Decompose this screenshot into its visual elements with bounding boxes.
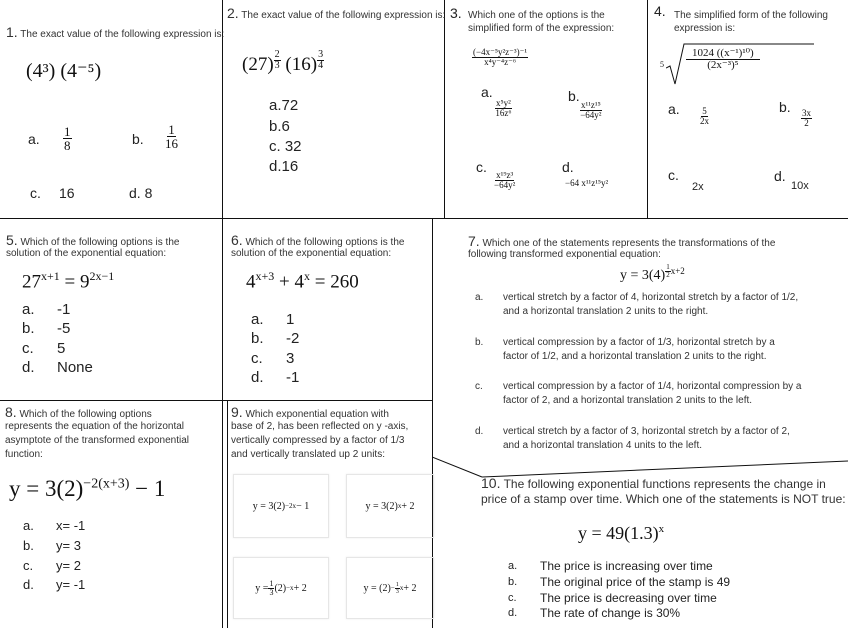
question-text-line3: asymptote of the transformed exponential [5,435,189,446]
option-c-label[interactable]: c. [30,185,41,201]
question-text: The exact value of the following expression is: [20,29,225,40]
question-text-line1: Which one of the options is the [468,10,605,21]
question-number: 9. [231,404,243,420]
option-d-value[interactable]: -1 [286,369,300,386]
option-a-value[interactable]: $\frac{\text{x⁵y²}}{\text{16z⁶}}$ [495,98,512,118]
question-text-line4: and vertically translated up 2 units: [231,449,385,460]
divider-h-1 [0,218,848,219]
option-b-label[interactable]: b. [22,320,35,337]
option-c-value[interactable]: 2x [692,181,704,193]
option-c-label[interactable]: c. [23,558,34,573]
question-text-line2: solution of the exponential equation: [6,248,167,259]
question-number: 8. [5,404,17,420]
question-text-line1: The following exponential functions represents the change in [503,477,826,491]
option-card-3[interactable]: y = $\frac{1}{3}$ (2) −x + 2 [233,557,329,619]
option-a-label[interactable]: a. [475,292,484,303]
option-d-label[interactable]: d. [562,159,574,175]
divider-v-1 [222,0,223,628]
option-b-label[interactable]: b. [779,99,791,115]
question-text-line1: Which exponential equation with [245,409,389,420]
equation: $27^{x+1} = 9^{2x-1}$ [22,269,115,293]
option-d-text[interactable]: The rate of change is 30% [540,606,681,620]
question-number: 4. [654,3,666,19]
question-text-line2: simplified form of the expression: [468,23,615,34]
option-c-value[interactable]: 3 [286,350,295,367]
question-text-line2: expression is: [674,23,736,34]
option-d-value[interactable]: None [57,359,93,376]
option-c[interactable]: c. 32 [269,138,302,155]
option-a-value[interactable]: $\frac{1}{8}$ [64,124,71,153]
option-a-label[interactable]: a. [508,560,518,572]
option-b-value[interactable]: -2 [286,330,300,347]
option-a-value[interactable]: -1 [57,301,71,318]
option-a-label[interactable]: a. [668,101,680,117]
option-b-label[interactable]: b. [475,337,484,348]
option-c-text-1[interactable]: vertical compression by a factor of 1/4, horizontal compression by a [503,381,802,392]
option-a-text[interactable]: The price is increasing over time [540,559,713,573]
option-b-label[interactable]: b. [23,538,34,553]
question-text-line1: Which of the following options is the [245,237,405,248]
option-a-text-2[interactable]: and a horizontal translation 2 units to the right. [503,306,709,317]
option-b-text-1[interactable]: vertical compression by a factor of 1/3, horizontal stretch by a [503,337,775,348]
option-a-label[interactable]: a. [28,131,40,147]
expression: $\frac{\text{(−4x⁻⁵y²z⁻³)⁻¹}}{\text{x⁴y⁻⁴z⁻⁶}}$ [473,47,528,67]
question-number: 6. [231,232,243,248]
question-text-line1: Which one of the statements represents the transformations of the [482,238,776,249]
root-index: 5 [660,60,664,69]
option-b-text[interactable]: The original price of the stamp is 49 [540,575,731,589]
question-number: 10. [481,475,501,491]
equation: $4^{x+3} + 4^x = 260$ [246,269,359,293]
question-number: 7. [468,233,480,249]
option-d-value[interactable]: −64 x¹¹z¹⁵y² [565,178,609,188]
option-c-label[interactable]: c. [251,350,263,367]
question-number: 3. [450,5,462,21]
option-d-value[interactable]: 10x [791,180,809,192]
option-a-label[interactable]: a. [22,301,35,318]
option-c-text-2[interactable]: factor of 2, and a horizontal translation 2 units to the left. [503,395,753,406]
question-text-line2: following transformed exponential equation: [468,249,661,260]
question-text-line2: represents the equation of the horizontal [5,421,185,432]
option-d[interactable]: d. 8 [129,185,153,201]
option-c-value[interactable]: 16 [59,185,75,201]
option-d-label[interactable]: d. [475,426,484,437]
option-b-value[interactable]: $\frac{\text{x¹¹z¹⁵}}{\text{−64y²}}$ [580,100,602,120]
option-b-value[interactable]: -5 [57,320,71,337]
question-number: 2. [227,5,239,21]
question-text: The exact value of the following expression is: [241,10,446,21]
option-a-value[interactable]: 1 [286,311,295,328]
question-text-line4: function: [5,449,43,460]
option-a[interactable]: a.72 [269,97,299,114]
option-c-value[interactable]: y= 2 [56,558,81,573]
option-d-label[interactable]: d. [251,369,264,386]
expression: (27) $^{\frac{2}{3}}$ (16) $^{\frac{3}{4}}$ [242,49,324,76]
option-a-label[interactable]: a. [23,518,34,533]
equation: $y = 3(2)^{-2(x+3)} - 1$ [9,476,166,501]
question-text-line2: solution of the exponential equation: [231,248,392,259]
option-b[interactable]: b.6 [269,118,290,135]
option-c-label[interactable]: c. [475,381,483,392]
option-d-text-1[interactable]: vertical stretch by a factor of 3, horizontal stretch by a factor of 2, [503,426,790,437]
option-a-text-1[interactable]: vertical stretch by a factor of 4, horizontal stretch by a factor of 1/2, [503,292,799,303]
option-d-value[interactable]: y= -1 [56,577,86,592]
option-card-2[interactable]: y = 3(2) x + 2 [346,474,434,538]
option-d-label[interactable]: d. [508,607,518,619]
option-a-value[interactable]: x= -1 [56,518,86,533]
option-c-value[interactable]: 5 [57,340,66,357]
option-d-label[interactable]: d. [22,359,35,376]
option-c-label[interactable]: c. [476,159,487,175]
question-text-line2: base of 2, has been reflected on y -axis, [231,421,409,432]
option-b-label[interactable]: b. [508,576,518,588]
question-text-line1: The simplified form of the following [674,10,828,21]
option-a-value[interactable]: $\frac{5}{2x}$ [700,106,709,126]
divider-v-3 [647,0,648,218]
option-c-label[interactable]: c. [22,340,34,357]
option-b-label[interactable]: b. [251,330,264,347]
option-b-value[interactable]: y= 3 [56,538,81,553]
question-number: 1. [6,24,18,40]
divider-v-2 [444,0,445,218]
question-text-line3: vertically compressed by a factor of 1/3 [231,435,405,446]
option-card-1[interactable]: y = 3(2) −2x − 1 [233,474,329,538]
question-number: 5. [6,232,18,248]
expression: (4³) (4⁻⁵) [26,60,102,82]
question-text-line1: Which of the following options is the [20,237,180,248]
option-b-label[interactable]: b. [132,131,144,147]
option-c-value[interactable]: $\frac{\text{x¹⁹z³}}{\text{−64y²}}$ [494,170,516,190]
option-card-4[interactable]: y = (2) − $\frac{1}{3}$ x + 2 [346,557,434,619]
equation: y = 3(4) $^{\frac{1}{2} x+2}$ [620,263,685,284]
option-b-value[interactable]: $\frac{1}{16}$ [165,122,178,151]
option-d-text-2[interactable]: and a horizontal translation 4 units to the left. [503,440,703,451]
option-b-label[interactable]: b. [568,88,580,104]
option-d[interactable]: d.16 [269,158,299,175]
option-a-label[interactable]: a. [481,84,493,100]
expression: $\frac{\text{1024 ((x⁻¹)¹⁰)}}{\text{(2x⁻³)⁵}}$ [686,48,760,71]
option-b-value[interactable]: $\frac{3x}{2}$ [802,108,811,128]
divider-h-2 [0,400,432,401]
option-c-text[interactable]: The price is decreasing over time [540,591,717,605]
divider-v-5 [227,400,228,628]
option-b-text-2[interactable]: factor of 1/2, and a horizontal translation 2 units to the right. [503,351,767,362]
question-text-line2: price of a stamp over time. Which one of the statements is NOT true: [481,492,846,506]
question-text-line1: Which of the following options [19,409,152,420]
option-d-label[interactable]: d. [774,168,786,184]
option-c-label[interactable]: c. [668,167,679,183]
option-a-label[interactable]: a. [251,311,264,328]
option-d-label[interactable]: d. [23,577,34,592]
option-c-label[interactable]: c. [508,592,517,604]
equation: $y = 49(1.3)^x$ [578,523,665,543]
